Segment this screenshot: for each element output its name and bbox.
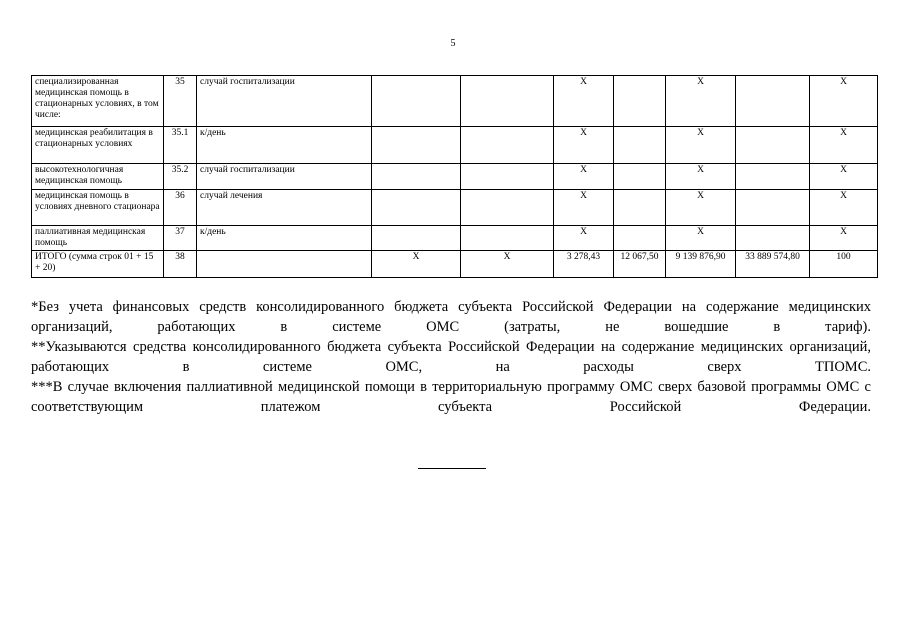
cell-col6: X <box>554 76 614 127</box>
cell-name: специализированная медицинская помощь в стационарных условиях, в том числе: <box>32 76 164 127</box>
cell-name: медицинская реабилитация в стационарных условиях <box>32 127 164 164</box>
footnote-1: *Без учета финансовых средств консолидированного бюджета субъекта Российской Федерации на содержание медицинских организаций, работающих в системе ОМС (затраты, не вошедшие в тариф). <box>31 299 871 335</box>
cell-col4 <box>372 190 461 226</box>
cell-unit: к/день <box>197 226 372 251</box>
cell-col7 <box>614 164 666 190</box>
cell-col10: 100 <box>810 251 878 278</box>
table-row <box>32 127 878 164</box>
cell-col4 <box>372 127 461 164</box>
cell-col10: X <box>810 164 878 190</box>
cell-col8: X <box>666 76 736 127</box>
table-row <box>32 164 878 190</box>
cell-col10: X <box>810 76 878 127</box>
cell-col8: X <box>666 127 736 164</box>
cell-col9 <box>736 127 810 164</box>
cell-col6: X <box>554 190 614 226</box>
cell-col7 <box>614 127 666 164</box>
cell-col6: 3 278,43 <box>554 251 614 278</box>
footnotes <box>31 297 871 417</box>
cell-col9 <box>736 164 810 190</box>
cell-row-number: 37 <box>164 226 197 251</box>
cell-col9 <box>736 76 810 127</box>
cell-col6: X <box>554 127 614 164</box>
footnote-2: **Указываются средства консолидированного бюджета субъекта Российской Федерации на содержание медицинских организаций, работающих в системе ОМС, на расходы сверх ТПОМС. <box>31 339 871 375</box>
cell-unit: случай госпитализации <box>197 76 372 127</box>
cell-col5 <box>461 76 554 127</box>
cell-col8: 9 139 876,90 <box>666 251 736 278</box>
cell-row-number: 35.2 <box>164 164 197 190</box>
cell-name: медицинская помощь в условиях дневного стационара <box>32 190 164 226</box>
page-number: 5 <box>450 38 456 49</box>
cell-col6: X <box>554 164 614 190</box>
end-divider <box>418 468 486 469</box>
cell-col5: X <box>461 251 554 278</box>
cell-col10: X <box>810 127 878 164</box>
cell-unit: случай лечения <box>197 190 372 226</box>
cell-name: ИТОГО (сумма строк 01 + 15 + 20) <box>32 251 164 278</box>
cell-col5 <box>461 164 554 190</box>
cell-col10: X <box>810 226 878 251</box>
cell-col9 <box>736 226 810 251</box>
cell-row-number: 36 <box>164 190 197 226</box>
cell-col8: X <box>666 226 736 251</box>
cell-col7 <box>614 226 666 251</box>
cell-row-number: 35 <box>164 76 197 127</box>
cell-col4 <box>372 226 461 251</box>
cell-col4 <box>372 164 461 190</box>
table-row <box>32 226 878 251</box>
cell-col4: X <box>372 251 461 278</box>
cell-col9 <box>736 190 810 226</box>
cell-col8: X <box>666 190 736 226</box>
cell-name: паллиативная медицинская помощь <box>32 226 164 251</box>
cell-col8: X <box>666 164 736 190</box>
cell-col6: X <box>554 226 614 251</box>
cell-col7: 12 067,50 <box>614 251 666 278</box>
table-body <box>32 76 878 278</box>
cell-unit: случай госпитализации <box>197 164 372 190</box>
cell-row-number: 35.1 <box>164 127 197 164</box>
cell-col7 <box>614 190 666 226</box>
table-row <box>32 251 878 278</box>
cell-unit <box>197 251 372 278</box>
cell-name: высокотехнологичная медицинская помощь <box>32 164 164 190</box>
table-row <box>32 76 878 127</box>
cell-unit: к/день <box>197 127 372 164</box>
cell-col9: 33 889 574,80 <box>736 251 810 278</box>
cell-row-number: 38 <box>164 251 197 278</box>
cell-col5 <box>461 127 554 164</box>
table-row <box>32 190 878 226</box>
cell-col10: X <box>810 190 878 226</box>
cell-col7 <box>614 76 666 127</box>
footnote-3: ***В случае включения паллиативной медицинской помощи в территориальную программу ОМС сверх базовой программы ОМС с соответствующим платежом субъекта Российской Федерации. <box>31 379 871 415</box>
cell-col5 <box>461 226 554 251</box>
cell-col5 <box>461 190 554 226</box>
data-table <box>31 75 878 278</box>
cell-col4 <box>372 76 461 127</box>
